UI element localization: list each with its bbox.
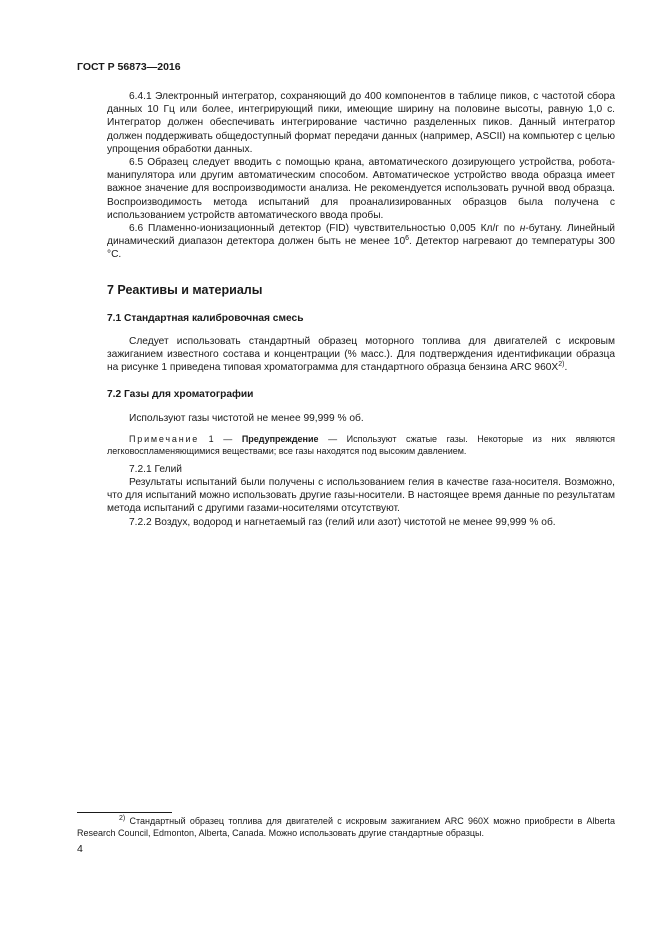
- page-number: 4: [77, 843, 83, 855]
- standard-number: ГОСТ Р 56873—2016: [77, 61, 181, 73]
- paragraph-7-2-2: 7.2.2 Воздух, водород и нагнетаемый газ (гелий или азот) чистотой не менее 99,999 % об.: [129, 516, 556, 528]
- p66-text-a: 6.6 Пламенно-ионизационный детектор (FID) чувствительностью 0,005 Кл/г по: [129, 223, 520, 235]
- note-number: 1 —: [199, 433, 242, 444]
- paragraph-6-4-1: 6.4.1 Электронный интегратор, сохраняющий до 400 компонентов в таблице пиков, с частотой сбора данных 10 Гц или более, интегрирующий пики, имеющие ширину на половине высоты, равную 1,0 с. Интегратор должен обеспечивать интегрирование частично разделенных пиков. Данный интегратор должен поддерживать общедоступный формат передачи данных (например, ASCII) на компьютер с целью упрощения обработки данных.: [107, 91, 615, 155]
- p71-end: .: [564, 362, 568, 374]
- footnote-divider: [77, 812, 172, 813]
- paragraph-7-2: Используют газы чистотой не менее 99,999 % об.: [129, 412, 364, 424]
- paragraph-7-1: [107, 335, 615, 375]
- p66-text-b: -бутану. Линейный динамический диапазон детектора должен быть не менее 10: [107, 223, 616, 248]
- p66-text-c: . Детектор нагревают до температуры 300 °C.: [107, 236, 615, 261]
- p66-superscript: 6: [405, 235, 410, 243]
- subsection-7-2-1-heading: 7.2.1 Гелий: [129, 463, 182, 475]
- footnote-ref: 2): [558, 361, 565, 369]
- p66-italic: н: [519, 223, 526, 235]
- note-label: Примечание: [129, 433, 200, 444]
- footnote: [77, 815, 615, 839]
- document-body: [107, 90, 615, 529]
- paragraph-7-2-1: Результаты испытаний были получены с использованием гелия в качестве газа-носителя. Возможно, что для испытаний можно использовать другие газы-носители. В настоящее время данные по результатам метода испытаний с другими газами-носителями отсутствуют.: [107, 477, 615, 515]
- footnote-mark: 2): [119, 815, 126, 822]
- paragraph-6-5: 6.5 Образец следует вводить с помощью крана, автоматического дозирующего устройства, робота-манипулятора или другим автоматическим способом. Автоматическое устройство ввода образца имеет важное значение для воспроизводимости анализа. Не рекомендуется использовать ручной ввод образца. Воспроизводимость метода испытаний для проанализированных образцов была получена с использованием устройств автоматического ввода пробы.: [107, 157, 615, 221]
- paragraph-6-6: [107, 222, 615, 262]
- footnote-text: Стандартный образец топлива для двигателей с искровым зажиганием ARC 960X можно приобрести в Alberta Research Council, Edmonton, Alberta, Canada. Можно использовать другие стандартные образцы.: [77, 816, 615, 838]
- section-7-heading: 7 Реактивы и материалы: [107, 282, 263, 297]
- subsection-7-2-heading: 7.2 Газы для хроматографии: [107, 389, 254, 401]
- note-1: [107, 433, 615, 457]
- p71-text: Следует использовать стандартный образец моторного топлива для двигателей с искровым зажиганием известного состава и концентрации (% масс.). Для подтверждения идентификации образца на рисунке 1 приведена типовая хроматограмма для стандартного образца бензина ARC 960X: [107, 335, 615, 374]
- note-warning: Предупреждение: [241, 433, 319, 444]
- note-text: — Используют сжатые газы. Некоторые из них являются легковоспламеняющимися веществами; все газы находятся под высоким давлением.: [107, 433, 615, 456]
- subsection-7-1-heading: 7.1 Стандартная калибровочная смесь: [107, 312, 304, 324]
